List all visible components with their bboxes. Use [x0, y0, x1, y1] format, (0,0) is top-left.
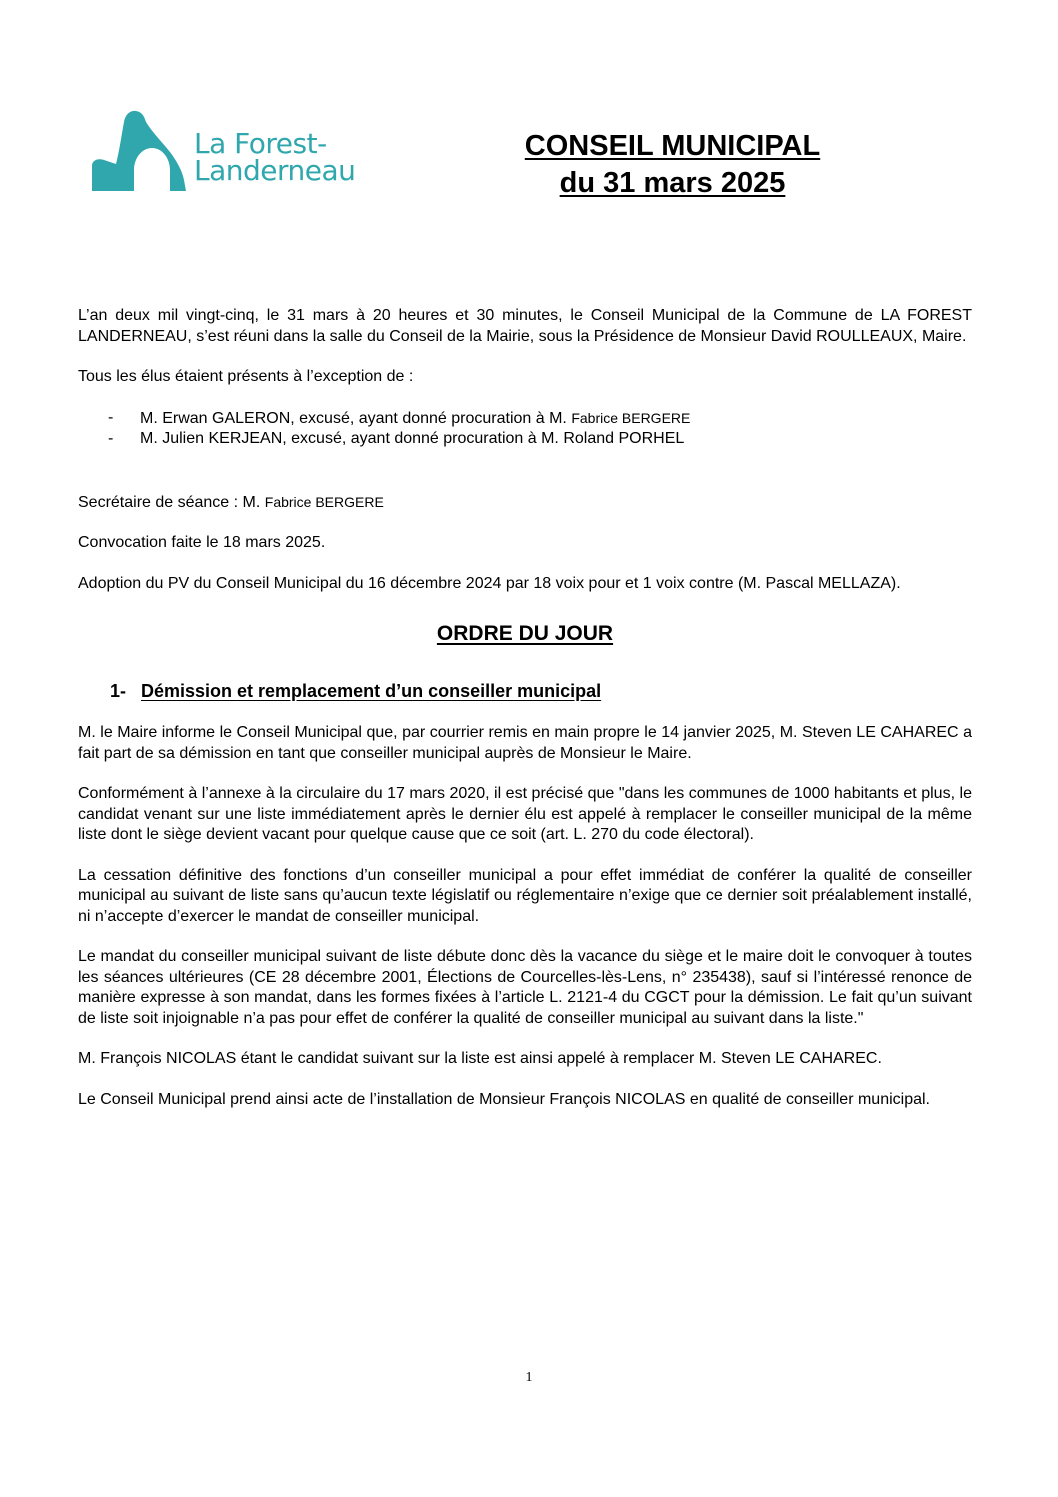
item-title-text: Démission et remplacement d’un conseiller municipal: [141, 680, 602, 701]
logo-line-2: Landerneau: [194, 154, 356, 187]
list-item: [78, 429, 972, 450]
item-1-paragraph-2: Conformément à l’annexe à la circulaire du 17 mars 2020, il est précisé que "dans les communes de 1000 habitants et plus, le candidat venant sur une liste immédiatement après le dernier élu est appelé à remplacer le conseiller municipal de la même liste dont le siège devient vacant pour quelque cause que ce soit (art. L. 270 du code électoral).: [78, 785, 972, 843]
item-1-paragraph-3: La cessation définitive des fonctions d’un conseiller municipal a pour effet immédiat de conférer la qualité de conseiller municipal au suivant de liste sans qu’aucun texte législatif ou réglementaire n’exige que ce dernier soit préalablement installé, ni n’accepte d’exercer le mandat de conseiller municipal.: [78, 866, 972, 925]
secretary-paragraph: [78, 492, 972, 514]
item-1-paragraph-5: M. François NICOLAS étant le candidat suivant sur la liste est ainsi appelé à remplacer M. Steven LE CAHAREC.: [78, 1050, 882, 1067]
title-line-1: CONSEIL MUNICIPAL: [524, 130, 821, 162]
agenda-heading-text: ORDRE DU JOUR: [436, 622, 614, 645]
secretary-label: Secrétaire de séance : M.: [78, 493, 261, 511]
arch-logo-icon: [90, 108, 190, 194]
item-1-paragraph-4: Le mandat du conseiller municipal suivant de liste débute donc dès la vacance du siège et le maire doit le convoquer à toutes les séances ultérieures (CE 28 décembre 2001, Élections de Courcelles-lès-Lens, n° 235438), sauf si l’intéressé renonce de manière expresse à son mandat, dans les formes fixées à l’article L. 2121-4 du CGCT pour la démission. Le fait qu’un suivant de liste soit injoignable n’a pas pour effet de conférer la qualité de conseiller municipal au suivant dans la liste.": [78, 948, 972, 1027]
title-line-2: du 31 mars 2025: [559, 167, 786, 199]
document-body: [78, 306, 972, 1130]
item-1-paragraph-1: M. le Maire informe le Conseil Municipal que, par courrier remis en main propre le 14 janvier 2025, M. Steven LE CAHAREC a fait part de sa démission en tant que conseiller municipal auprès de Monsieur le Maire.: [78, 724, 972, 762]
absent-text: M. Julien KERJEAN, excusé, ayant donné procuration à M. Roland PORHEL: [140, 430, 685, 447]
absent-proxy-name: Fabrice BERGERE: [571, 409, 691, 426]
item-1-paragraph-6: Le Conseil Municipal prend ainsi acte de l’installation de Monsieur François NICOLAS en qualité de conseiller municipal.: [78, 1090, 930, 1108]
logo-line-1: La Forest-: [194, 127, 327, 160]
absents-list: [78, 408, 972, 450]
commune-logo: [90, 108, 356, 198]
list-item: [78, 408, 972, 430]
item-number: 1-: [110, 680, 127, 701]
agenda-heading: [78, 624, 972, 645]
list-dash: -: [108, 430, 114, 447]
secretary-name: Fabrice BERGERE: [264, 493, 384, 510]
convocation-paragraph: Convocation faite le 18 mars 2025.: [78, 534, 326, 551]
list-dash: -: [108, 408, 114, 426]
page-number: 1: [525, 1370, 533, 1385]
document-title: [480, 128, 865, 202]
adoption-paragraph: Adoption du PV du Conseil Municipal du 16 décembre 2024 par 18 voix pour et 1 voix contre (M. Pascal MELLAZA).: [78, 574, 901, 592]
presence-paragraph: Tous les élus étaient présents à l’exception de :: [78, 368, 414, 385]
item-1-heading: [78, 681, 972, 702]
absent-text: M. Erwan GALERON, excusé, ayant donné procuration à M.: [140, 409, 567, 427]
intro-paragraph: L’an deux mil vingt-cinq, le 31 mars à 20 heures et 30 minutes, le Conseil Municipal de la Commune de LA FOREST LANDERNEAU, s’est réuni dans la salle du Conseil de la Mairie, sous la Présidence de Monsieur David ROULLEAUX, Maire.: [78, 307, 972, 345]
